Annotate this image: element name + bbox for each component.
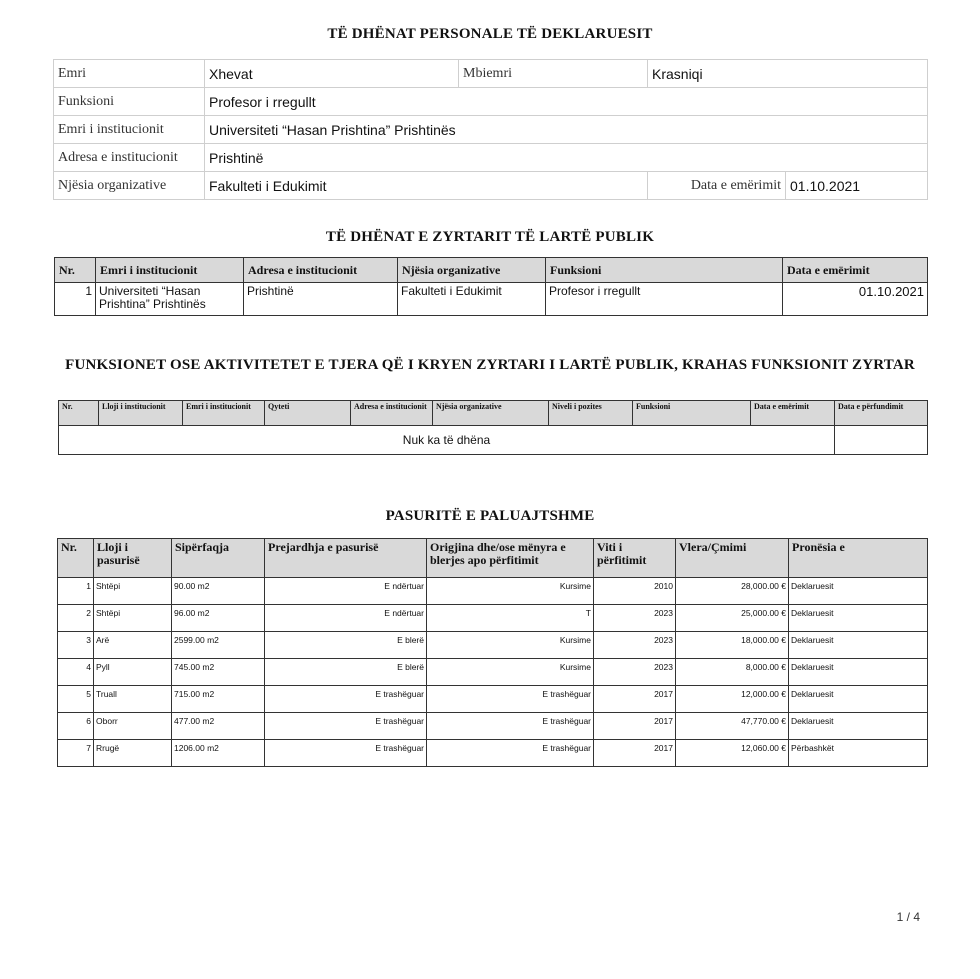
asset-cell-lloji: Oborr bbox=[94, 713, 172, 740]
table-row bbox=[58, 632, 928, 659]
official-header-row bbox=[55, 258, 928, 283]
asset-cell-prejardhja: E trashëguar bbox=[265, 740, 427, 767]
official-header-institucioni: Emri i institucionit bbox=[96, 258, 244, 283]
table-row bbox=[58, 686, 928, 713]
table-row bbox=[58, 659, 928, 686]
personal-row-adresa bbox=[54, 144, 928, 172]
personal-row-funksioni bbox=[54, 88, 928, 116]
of-header-lloji: Lloji i institucionit bbox=[99, 401, 183, 426]
asset-cell-pronesia: Deklaruesit bbox=[789, 632, 928, 659]
assets-header-nr: Nr. bbox=[58, 539, 94, 578]
asset-cell-viti: 2023 bbox=[594, 632, 676, 659]
assets-header-origjina: Origjina dhe/ose mënyra e blerjes apo përfitimit bbox=[427, 539, 594, 578]
asset-cell-pronesia: Deklaruesit bbox=[789, 713, 928, 740]
of-header-data-perfundimit: Data e përfundimit bbox=[835, 401, 928, 426]
no-data-message: Nuk ka të dhëna bbox=[59, 426, 835, 455]
of-header-data-emerimit: Data e emërimit bbox=[751, 401, 835, 426]
other-functions-heading: FUNKSIONET OSE AKTIVITETET E TJERA QË I KRYEN ZYRTARI I LARTË PUBLIK, KRAHAS FUNKSIONIT ZYRTAR bbox=[65, 357, 915, 373]
asset-cell-vlera: 12,000.00 € bbox=[676, 686, 789, 713]
asset-cell-siperfaqja: 477.00 m2 bbox=[172, 713, 265, 740]
asset-cell-origjina: E trashëguar bbox=[427, 713, 594, 740]
asset-cell-nr: 2 bbox=[58, 605, 94, 632]
asset-cell-nr: 6 bbox=[58, 713, 94, 740]
asset-cell-vlera: 25,000.00 € bbox=[676, 605, 789, 632]
other-functions-table bbox=[58, 400, 928, 455]
asset-cell-siperfaqja: 2599.00 m2 bbox=[172, 632, 265, 659]
of-header-njesia: Njësia organizative bbox=[433, 401, 549, 426]
asset-cell-siperfaqja: 96.00 m2 bbox=[172, 605, 265, 632]
assets-header-siperfaqja: Sipërfaqja bbox=[172, 539, 265, 578]
value-mbiemri: Krasniqi bbox=[648, 60, 928, 88]
of-header-funksioni: Funksioni bbox=[633, 401, 751, 426]
asset-cell-lloji: Shtëpi bbox=[94, 578, 172, 605]
of-header-niveli: Niveli i pozites bbox=[549, 401, 633, 426]
assets-header-prejardhja: Prejardhja e pasurisë bbox=[265, 539, 427, 578]
asset-cell-nr: 4 bbox=[58, 659, 94, 686]
official-header-funksioni: Funksioni bbox=[546, 258, 783, 283]
official-cell-institucioni: Universiteti “Hasan Prishtina” Prishtinës bbox=[96, 283, 244, 316]
asset-cell-prejardhja: E blerë bbox=[265, 632, 427, 659]
value-adresa: Prishtinë bbox=[205, 144, 928, 172]
personal-row-name bbox=[54, 60, 928, 88]
personal-row-institucioni bbox=[54, 116, 928, 144]
asset-cell-vlera: 12,060.00 € bbox=[676, 740, 789, 767]
asset-cell-prejardhja: E ndërtuar bbox=[265, 605, 427, 632]
personal-data-table bbox=[53, 59, 928, 200]
table-row bbox=[58, 605, 928, 632]
asset-cell-siperfaqja: 715.00 m2 bbox=[172, 686, 265, 713]
label-emri: Emri bbox=[54, 60, 205, 88]
label-data-emerimit: Data e emërimit bbox=[648, 172, 786, 200]
asset-cell-pronesia: Përbashkët bbox=[789, 740, 928, 767]
asset-cell-vlera: 28,000.00 € bbox=[676, 578, 789, 605]
asset-cell-pronesia: Deklaruesit bbox=[789, 578, 928, 605]
page-number: 1 / 4 bbox=[896, 910, 920, 924]
asset-cell-viti: 2010 bbox=[594, 578, 676, 605]
official-header-data: Data e emërimit bbox=[783, 258, 928, 283]
asset-cell-nr: 1 bbox=[58, 578, 94, 605]
asset-cell-lloji: Shtëpi bbox=[94, 605, 172, 632]
asset-cell-origjina: Kursime bbox=[427, 578, 594, 605]
assets-header-lloji: Lloji i pasurisë bbox=[94, 539, 172, 578]
personal-data-heading: TË DHËNAT PERSONALE TË DEKLARUESIT bbox=[327, 26, 653, 42]
assets-header-pronesia: Pronësia e bbox=[789, 539, 928, 578]
official-data-heading: TË DHËNAT E ZYRTARIT TË LARTË PUBLIK bbox=[325, 229, 655, 245]
table-row bbox=[59, 426, 928, 455]
of-header-emri: Emri i institucionit bbox=[183, 401, 265, 426]
assets-header-row bbox=[58, 539, 928, 578]
personal-row-njesia bbox=[54, 172, 928, 200]
asset-cell-viti: 2017 bbox=[594, 740, 676, 767]
empty-cell bbox=[835, 426, 928, 455]
assets-table bbox=[57, 538, 928, 767]
label-adresa: Adresa e institucionit bbox=[54, 144, 205, 172]
asset-cell-prejardhja: E trashëguar bbox=[265, 686, 427, 713]
label-njesia: Njësia organizative bbox=[54, 172, 205, 200]
asset-cell-nr: 5 bbox=[58, 686, 94, 713]
official-cell-data: 01.10.2021 bbox=[783, 283, 928, 316]
official-header-njesia: Njësia organizative bbox=[398, 258, 546, 283]
table-row bbox=[58, 578, 928, 605]
asset-cell-lloji: Arë bbox=[94, 632, 172, 659]
asset-cell-origjina: T bbox=[427, 605, 594, 632]
other-functions-header-row bbox=[59, 401, 928, 426]
assets-heading: PASURITË E PALUAJTSHME bbox=[385, 508, 595, 524]
asset-cell-vlera: 47,770.00 € bbox=[676, 713, 789, 740]
official-cell-adresa: Prishtinë bbox=[244, 283, 398, 316]
of-header-nr: Nr. bbox=[59, 401, 99, 426]
asset-cell-pronesia: Deklaruesit bbox=[789, 659, 928, 686]
value-institucioni: Universiteti “Hasan Prishtina” Prishtinës bbox=[205, 116, 928, 144]
asset-cell-viti: 2017 bbox=[594, 713, 676, 740]
table-row bbox=[58, 713, 928, 740]
value-funksioni: Profesor i rregullt bbox=[205, 88, 928, 116]
label-institucioni: Emri i institucionit bbox=[54, 116, 205, 144]
asset-cell-origjina: Kursime bbox=[427, 632, 594, 659]
asset-cell-vlera: 8,000.00 € bbox=[676, 659, 789, 686]
asset-cell-siperfaqja: 745.00 m2 bbox=[172, 659, 265, 686]
official-cell-nr: 1 bbox=[55, 283, 96, 316]
asset-cell-viti: 2017 bbox=[594, 686, 676, 713]
asset-cell-viti: 2023 bbox=[594, 605, 676, 632]
value-njesia: Fakulteti i Edukimit bbox=[205, 172, 648, 200]
official-header-nr: Nr. bbox=[55, 258, 96, 283]
value-data-emerimit: 01.10.2021 bbox=[786, 172, 928, 200]
asset-cell-vlera: 18,000.00 € bbox=[676, 632, 789, 659]
asset-cell-nr: 3 bbox=[58, 632, 94, 659]
official-header-adresa: Adresa e institucionit bbox=[244, 258, 398, 283]
asset-cell-prejardhja: E blerë bbox=[265, 659, 427, 686]
of-header-qyteti: Qyteti bbox=[265, 401, 351, 426]
asset-cell-lloji: Truall bbox=[94, 686, 172, 713]
assets-header-vlera: Vlera/Çmimi bbox=[676, 539, 789, 578]
assets-table-body bbox=[58, 578, 928, 767]
label-funksioni: Funksioni bbox=[54, 88, 205, 116]
assets-header-viti: Viti i përfitimit bbox=[594, 539, 676, 578]
official-cell-funksioni: Profesor i rregullt bbox=[546, 283, 783, 316]
official-data-table bbox=[54, 257, 928, 316]
asset-cell-prejardhja: E trashëguar bbox=[265, 713, 427, 740]
asset-cell-pronesia: Deklaruesit bbox=[789, 686, 928, 713]
asset-cell-siperfaqja: 90.00 m2 bbox=[172, 578, 265, 605]
asset-cell-siperfaqja: 1206.00 m2 bbox=[172, 740, 265, 767]
table-row bbox=[55, 283, 928, 316]
asset-cell-origjina: Kursime bbox=[427, 659, 594, 686]
asset-cell-nr: 7 bbox=[58, 740, 94, 767]
label-mbiemri: Mbiemri bbox=[459, 60, 648, 88]
asset-cell-origjina: E trashëguar bbox=[427, 740, 594, 767]
asset-cell-origjina: E trashëguar bbox=[427, 686, 594, 713]
value-emri: Xhevat bbox=[205, 60, 459, 88]
official-cell-njesia: Fakulteti i Edukimit bbox=[398, 283, 546, 316]
asset-cell-viti: 2023 bbox=[594, 659, 676, 686]
of-header-adresa: Adresa e institucionit bbox=[351, 401, 433, 426]
table-row bbox=[58, 740, 928, 767]
asset-cell-lloji: Pyll bbox=[94, 659, 172, 686]
asset-cell-pronesia: Deklaruesit bbox=[789, 605, 928, 632]
asset-cell-lloji: Rrugë bbox=[94, 740, 172, 767]
asset-cell-prejardhja: E ndërtuar bbox=[265, 578, 427, 605]
